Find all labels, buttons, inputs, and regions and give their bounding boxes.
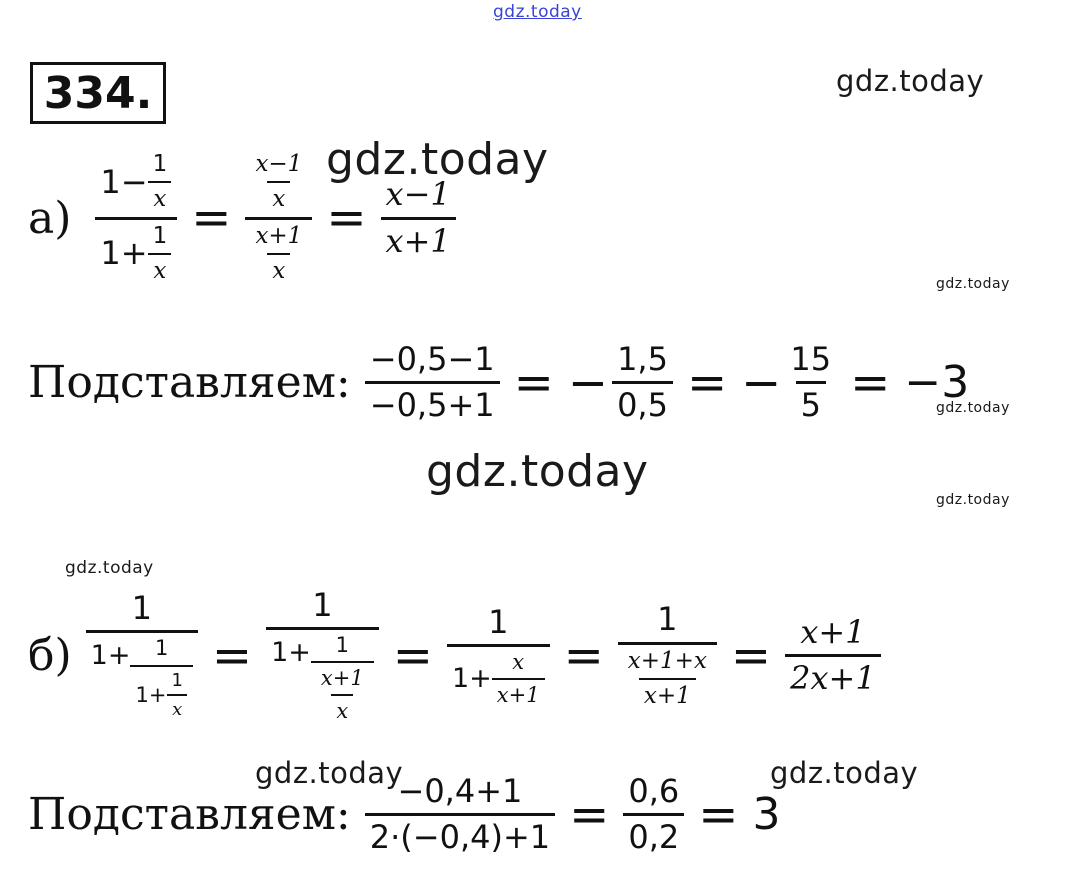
watermark-small-2: gdz.today: [936, 400, 1010, 416]
part-a-subst-fraction-2: $\frac{1,5}{0,5}$: [612, 342, 673, 423]
part-b-subst-fraction-2: $\frac{0,6}{0,2}$: [623, 774, 684, 855]
problem-number: 334.: [30, 62, 166, 124]
part-a-fraction-1: 1 − $\frac{1}{x}$ 1+ $\frac{1}{x}$: [95, 152, 177, 284]
part-a-answer: −3: [904, 357, 970, 409]
watermark-large-a: gdz.today: [326, 134, 549, 185]
minus-sign: −: [567, 354, 609, 411]
equals-sign: =: [569, 786, 610, 843]
equals-sign: =: [850, 354, 891, 411]
part-a-subst-fraction-3: $\frac{15}{5}$: [790, 340, 832, 425]
equals-sign: =: [730, 627, 772, 684]
part-b-fraction-5: $\frac{x+1}{2x+1}$: [785, 615, 881, 696]
part-b-fraction-2: 1 1+ $\frac{1}{\frac{x+1}{x}}$: [266, 588, 379, 723]
part-a-fraction-2: $\frac{\frac{x-1}{x}}{\frac{x+1}{x}}$: [245, 152, 312, 284]
part-b-fraction-4: $\frac{1}{\frac{x+1+x}{x+1}}$: [618, 602, 717, 709]
watermark-bottom-right: gdz.today: [770, 756, 919, 790]
substitution-label-a: Подставляем:: [28, 357, 351, 409]
part-b-label: б): [28, 630, 72, 682]
watermark-small-3: gdz.today: [936, 492, 1010, 508]
part-a-fraction-3: $\frac{x-1}{x+1}$: [381, 177, 456, 258]
watermark-left-b: gdz.today: [65, 558, 154, 578]
part-b-equation: [28, 588, 881, 723]
equals-sign: =: [326, 190, 367, 247]
watermark-bottom-left: gdz.today: [255, 756, 404, 790]
minus-sign: −: [741, 354, 782, 411]
substitution-label-b: Подставляем:: [28, 789, 351, 841]
part-a-substitution: [28, 342, 969, 423]
part-a-subst-fraction-1: $\frac{-0,5-1}{-0,5+1}$: [365, 342, 500, 423]
equals-sign: =: [686, 354, 728, 411]
watermark-top-center: gdz.today: [493, 2, 582, 22]
part-b-fraction-1: 1 1+ 1 1+ $\frac{1}{x}$: [86, 591, 198, 720]
part-a-inner-fraction-den: $\frac{1}{x}$: [148, 224, 173, 285]
part-b-substitution: [28, 774, 780, 855]
part-b-subst-fraction-1: $\frac{-0,4+1}{2\cdot(-0,4)+1}$: [365, 774, 555, 855]
watermark-small-1: gdz.today: [936, 276, 1010, 292]
part-a-label: а): [28, 192, 72, 244]
watermark-large-center: gdz.today: [426, 446, 649, 497]
part-b-fraction-3: 1 1+ $\frac{x}{x+1}$: [447, 605, 550, 707]
part-a-equation: [28, 152, 456, 284]
equals-sign: =: [211, 627, 253, 684]
part-b-answer: 3: [752, 789, 781, 841]
equals-sign: =: [392, 627, 433, 684]
watermark-top-right: gdz.today: [836, 64, 985, 98]
equals-sign: =: [513, 354, 554, 411]
equals-sign: =: [563, 627, 604, 684]
equals-sign: =: [698, 786, 739, 843]
equals-sign: =: [191, 190, 232, 247]
part-a-inner-fraction-num: $\frac{1}{x}$: [148, 152, 173, 213]
